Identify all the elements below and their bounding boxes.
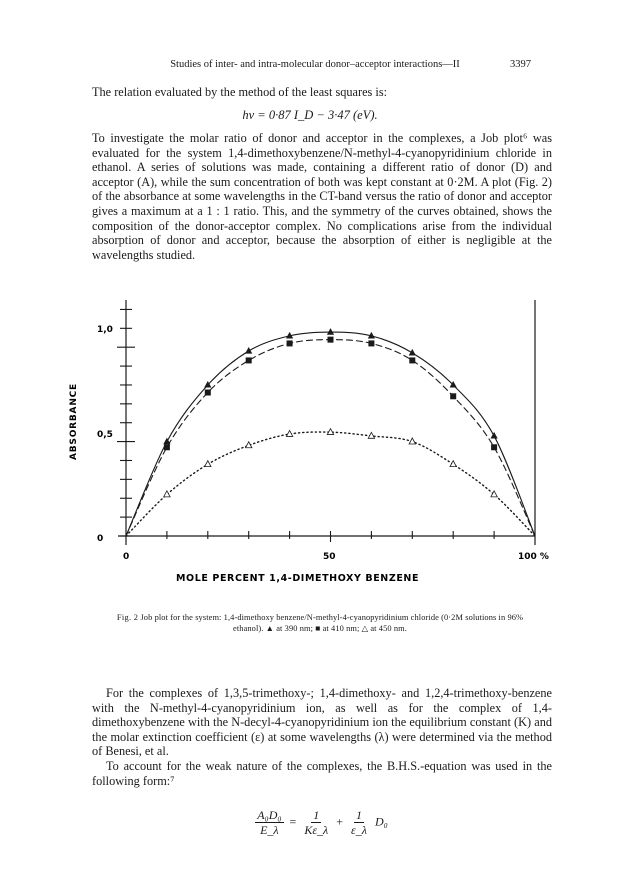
eq2-plus: + [336,814,344,829]
series-line-2 [126,340,535,536]
marker-450nm-open-triangle [205,461,211,467]
marker-390nm-triangle [327,328,334,335]
marker-450nm-open-triangle [164,491,170,497]
x-tick-label-50: 50 [323,552,336,562]
equation-1: hν = 0·87 I_D − 3·47 (eV). [242,108,378,122]
figure-caption [110,612,530,634]
marker-410nm-square [205,390,211,396]
marker-410nm-square [328,337,334,343]
eq2-term2-den: ε_λ [351,823,367,837]
eq2-equals: = [289,814,297,829]
eq2-lhs-num: A₀D₀ [257,808,282,822]
chart-axes [118,300,535,545]
marker-410nm-square [450,393,456,399]
marker-450nm-open-triangle [491,491,497,497]
marker-450nm-open-triangle [368,432,374,438]
eq2-term2-fraction [349,808,369,837]
paragraph-3: To account for the weak nature of the complexes, the B.H.S.-equation was used in the following form:⁷ [92,759,552,788]
marker-410nm-square [164,444,170,450]
paragraph-1: To investigate the molar ratio of donor and acceptor in the complexes, a Job plot⁶ was evaluated for the system 1,4-dimethoxybenzene/N-methyl-4-cyanopyridinium chloride in ethanol. A series of solutions was made, containing a different ratio of donor (D) and acceptor (A), while the sum concentration of both was kept constant at 0·2M. A plot (Fig. 2) of the absorbance at some wavelengths in the CT-band versus the ratio of donor and acceptor gives a maximum at a 1 : 1 ratio. This, and the symmetry of the curves obtained, shows the composition of the donor-acceptor complex. No complications arise from the individual absorption of donor and acceptor, because the absorption of either is negligible at the wavelengths studied. [92,131,552,262]
y-tick-labels [97,325,113,544]
eq2-term2-num: 1 [356,808,362,822]
marker-390nm-triangle [491,432,498,439]
marker-410nm-square [246,357,252,363]
intro-line: The relation evaluated by the method of the least squares is: [92,85,388,99]
marker-410nm-square [368,340,374,346]
eq2-term1-fraction [302,808,330,837]
series-markers [163,328,497,497]
running-head: Studies of inter- and intra-molecular donor–acceptor interactions—II [170,59,460,70]
equation-2 [210,808,430,837]
y-tick-label-05: 0,5 [97,430,113,440]
x-tick-label-100: 100 % [518,552,549,562]
marker-390nm-triangle [163,438,170,445]
y-axis-label: ABSORBANCE [69,383,79,460]
eq2-lhs-fraction [255,808,283,837]
marker-450nm-open-triangle [450,461,456,467]
marker-410nm-square [491,444,497,450]
y-tick-label-0: 0 [97,534,104,544]
x-tick-label-0: 0 [123,552,130,562]
eq2-term1-num: 1 [313,808,320,822]
x-axis-label: MOLE PERCENT 1,4-DIMETHOXY BENZENE [176,573,420,584]
marker-410nm-square [287,340,293,346]
y-tick-label-10: 1,0 [97,325,113,335]
figure-caption-text: Job plot for the system: 1,4-dimethoxy benzene/N-methyl-4-cyanopyridinium chloride (0·2M solutions in 96% ethanol). ▲ at 390 nm; ■ at 410 nm; △ at 450 nm. [140,613,524,633]
page-number: 3397 [510,59,531,70]
x-tick-labels [123,552,549,562]
eq2-term1-den: Kε_λ [304,823,329,837]
paragraph-2: For the complexes of 1,3,5-trimethoxy-; 1,4-dimethoxy- and 1,2,4-trimethoxy-benzene with the N-methyl-4-cyanopyridinium ion, as well as for the complex of 1,4-dimethoxybenzene with the N-decyl-4-cyanopyridinium ion the equilibrium constant (K) and the molar extinction coefficient (ε) at some wavelengths (λ) were determined via the method of Benesi, et al. [92,686,552,759]
series-line-3 [126,432,535,536]
marker-390nm-triangle [409,349,416,356]
marker-390nm-triangle [245,347,252,354]
eq2-lhs-den: E_λ [260,823,279,837]
marker-410nm-square [409,357,415,363]
figure-caption-label: Fig. 2 [116,613,139,622]
marker-450nm-open-triangle [409,438,415,444]
eq2-tail: D₀ [374,814,388,829]
